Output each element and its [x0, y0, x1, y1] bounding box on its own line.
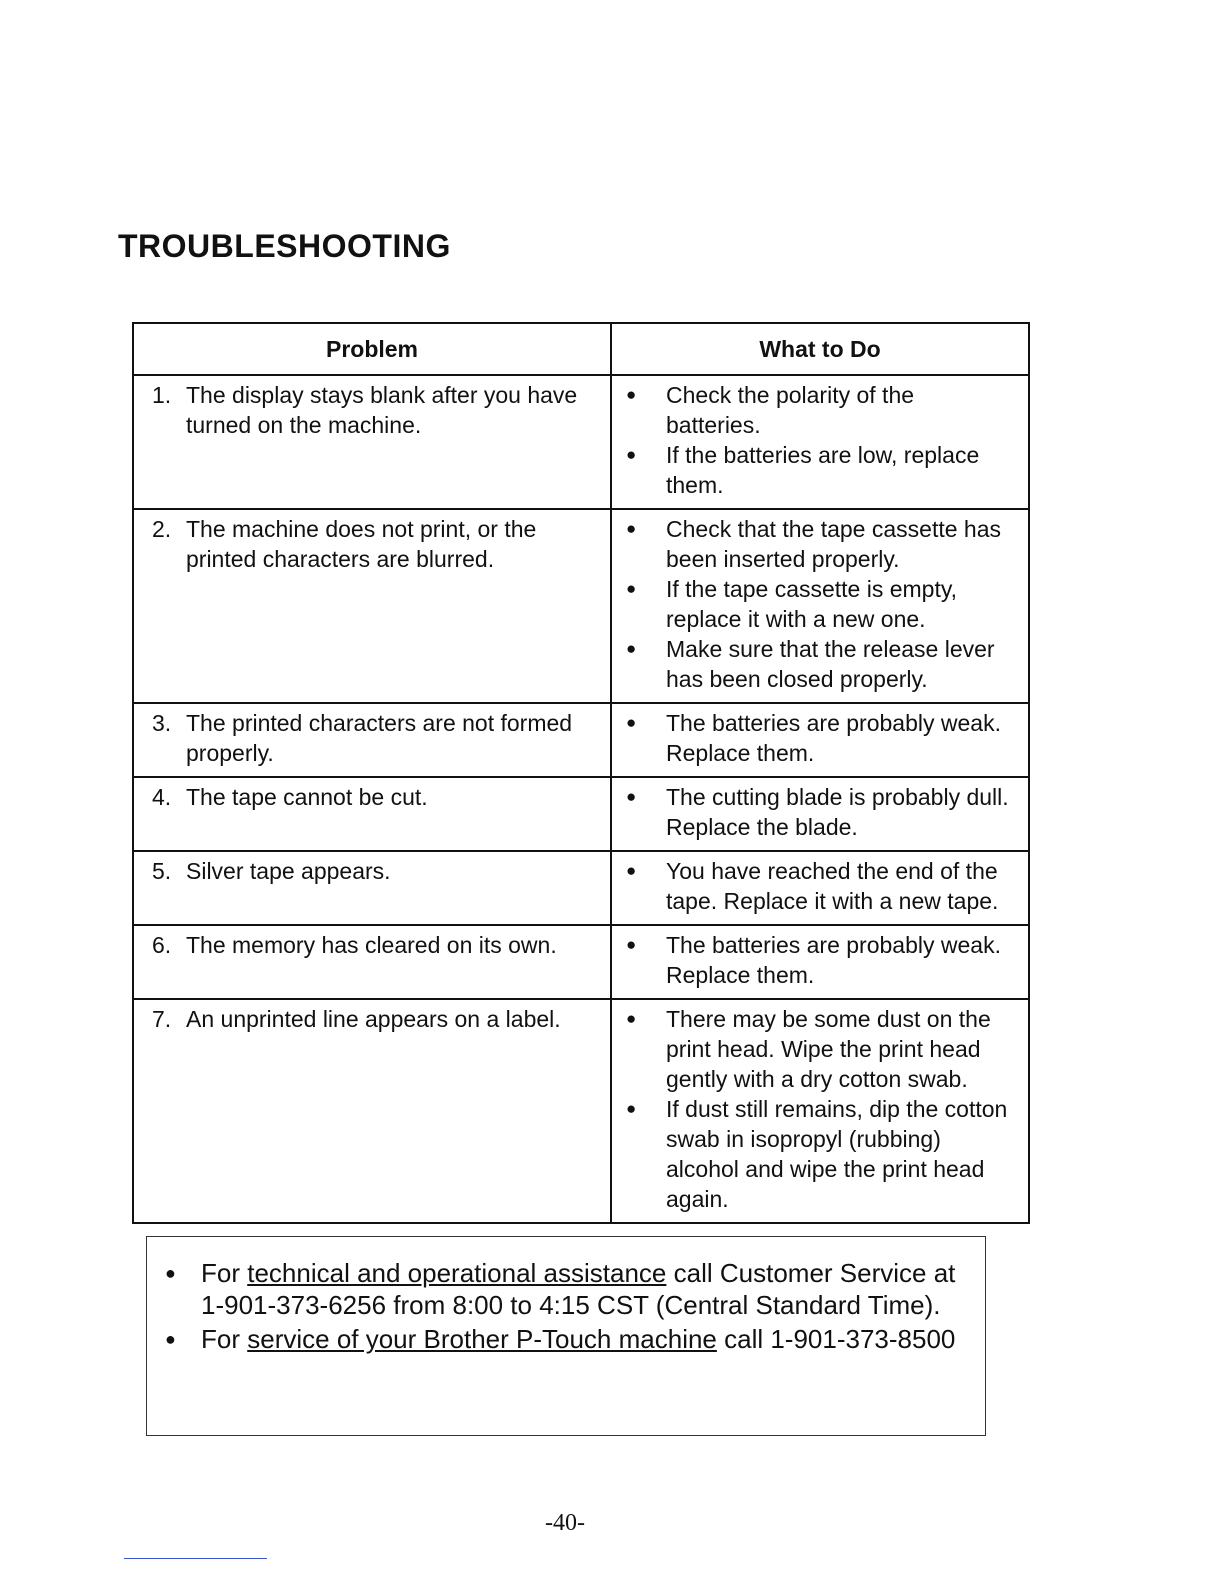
- problem-cell: [133, 777, 611, 851]
- page-title: TROUBLESHOOTING: [118, 228, 451, 264]
- solution-text: If dust still remains, dip the cotton swab in isopropyl (rubbing) alcohol and wipe the print head again.: [666, 1096, 1008, 1212]
- bullet-icon: ●: [626, 445, 637, 464]
- troubleshooting-table: [132, 322, 1030, 1224]
- problem-text: The printed characters are not formed properly.: [186, 710, 573, 766]
- bullet-icon: ●: [165, 1329, 176, 1349]
- solution-item: [626, 634, 1014, 694]
- solution-item: [626, 782, 1014, 842]
- solution-cell: [611, 851, 1029, 925]
- bullet-icon: ●: [626, 1009, 637, 1028]
- table-body: [133, 375, 1029, 1223]
- solution-item: [626, 930, 1014, 990]
- problem-cell: [133, 375, 611, 509]
- bottom-rule: [124, 1558, 267, 1559]
- problem-text: An unprinted line appears on a label.: [186, 1006, 561, 1032]
- table-row: [133, 703, 1029, 777]
- solution-text: The batteries are probably weak. Replace them.: [666, 710, 1001, 766]
- solution-text: There may be some dust on the print head. Wipe the print head gently with a dry cotton swab.: [666, 1006, 991, 1092]
- solution-item: [626, 856, 1014, 916]
- solution-text: If the tape cassette is empty, replace it with a new one.: [666, 576, 958, 632]
- table-row: [133, 777, 1029, 851]
- bullet-icon: ●: [165, 1263, 176, 1283]
- solution-cell: [611, 999, 1029, 1223]
- solution-item: [626, 380, 1014, 440]
- info-item-technical-assistance: ● For technical and operational assistance call Customer Service at 1-901-373-6256 from 8:00 to 4:15 CST (Central Standard Time).: [165, 1258, 956, 1320]
- solution-cell: [611, 925, 1029, 999]
- solution-item: [626, 1094, 1014, 1214]
- solution-text: Make sure that the release lever has been closed properly.: [666, 636, 995, 692]
- underlined-text: technical and operational assistance: [247, 1258, 667, 1288]
- bullet-icon: ●: [626, 787, 637, 806]
- page-number: -40-: [545, 1510, 585, 1536]
- problem-text: The display stays blank after you have turned on the machine.: [186, 382, 578, 438]
- bullet-icon: ●: [626, 385, 637, 404]
- problem-cell: [133, 925, 611, 999]
- problem-number: 6.: [152, 932, 172, 958]
- problem-number: 7.: [152, 1006, 172, 1032]
- bullet-icon: ●: [626, 713, 637, 732]
- customer-service-box: [146, 1236, 986, 1436]
- table-row: [133, 925, 1029, 999]
- problem-text: The memory has cleared on its own.: [186, 932, 557, 958]
- solution-cell: [611, 777, 1029, 851]
- header-problem: Problem: [133, 323, 611, 375]
- problem-cell: [133, 703, 611, 777]
- problem-number: 4.: [152, 784, 172, 810]
- problem-number: 3.: [152, 710, 172, 736]
- problem-cell: [133, 851, 611, 925]
- header-what-to-do: What to Do: [611, 323, 1029, 375]
- solution-text: Check that the tape cassette has been inserted properly.: [666, 516, 1001, 572]
- problem-text: Silver tape appears.: [186, 858, 391, 884]
- problem-cell: [133, 509, 611, 703]
- solution-text: If the batteries are low, replace them.: [666, 442, 980, 498]
- problem-text: The machine does not print, or the printed characters are blurred.: [186, 516, 537, 572]
- bullet-icon: ●: [626, 861, 637, 880]
- table-row: [133, 999, 1029, 1223]
- problem-text: The tape cannot be cut.: [186, 784, 428, 810]
- underlined-text: service of your Brother P-Touch machine: [247, 1324, 717, 1354]
- solution-text: Check the polarity of the batteries.: [666, 382, 915, 438]
- solution-text: The batteries are probably weak. Replace them.: [666, 932, 1001, 988]
- solution-item: [626, 514, 1014, 574]
- problem-cell: [133, 999, 611, 1223]
- solution-cell: [611, 703, 1029, 777]
- solution-text: The cutting blade is probably dull. Replace the blade.: [666, 784, 1009, 840]
- solution-item: [626, 708, 1014, 768]
- solution-cell: [611, 375, 1029, 509]
- solution-item: [626, 1004, 1014, 1094]
- problem-number: 2.: [152, 516, 172, 542]
- info-item-service: ● For service of your Brother P-Touch machine call 1-901-373-8500: [165, 1324, 956, 1354]
- bullet-icon: ●: [626, 519, 637, 538]
- table-row: [133, 509, 1029, 703]
- solution-item: [626, 440, 1014, 500]
- bullet-icon: ●: [626, 935, 637, 954]
- bullet-icon: ●: [626, 639, 637, 658]
- problem-number: 1.: [152, 382, 172, 408]
- table-row: [133, 851, 1029, 925]
- bullet-icon: ●: [626, 1099, 637, 1118]
- solution-cell: [611, 509, 1029, 703]
- problem-number: 5.: [152, 858, 172, 884]
- bullet-icon: ●: [626, 579, 637, 598]
- table-row: [133, 375, 1029, 509]
- solution-text: You have reached the end of the tape. Replace it with a new tape.: [666, 858, 999, 914]
- solution-item: [626, 574, 1014, 634]
- table-header-row: [133, 323, 1029, 375]
